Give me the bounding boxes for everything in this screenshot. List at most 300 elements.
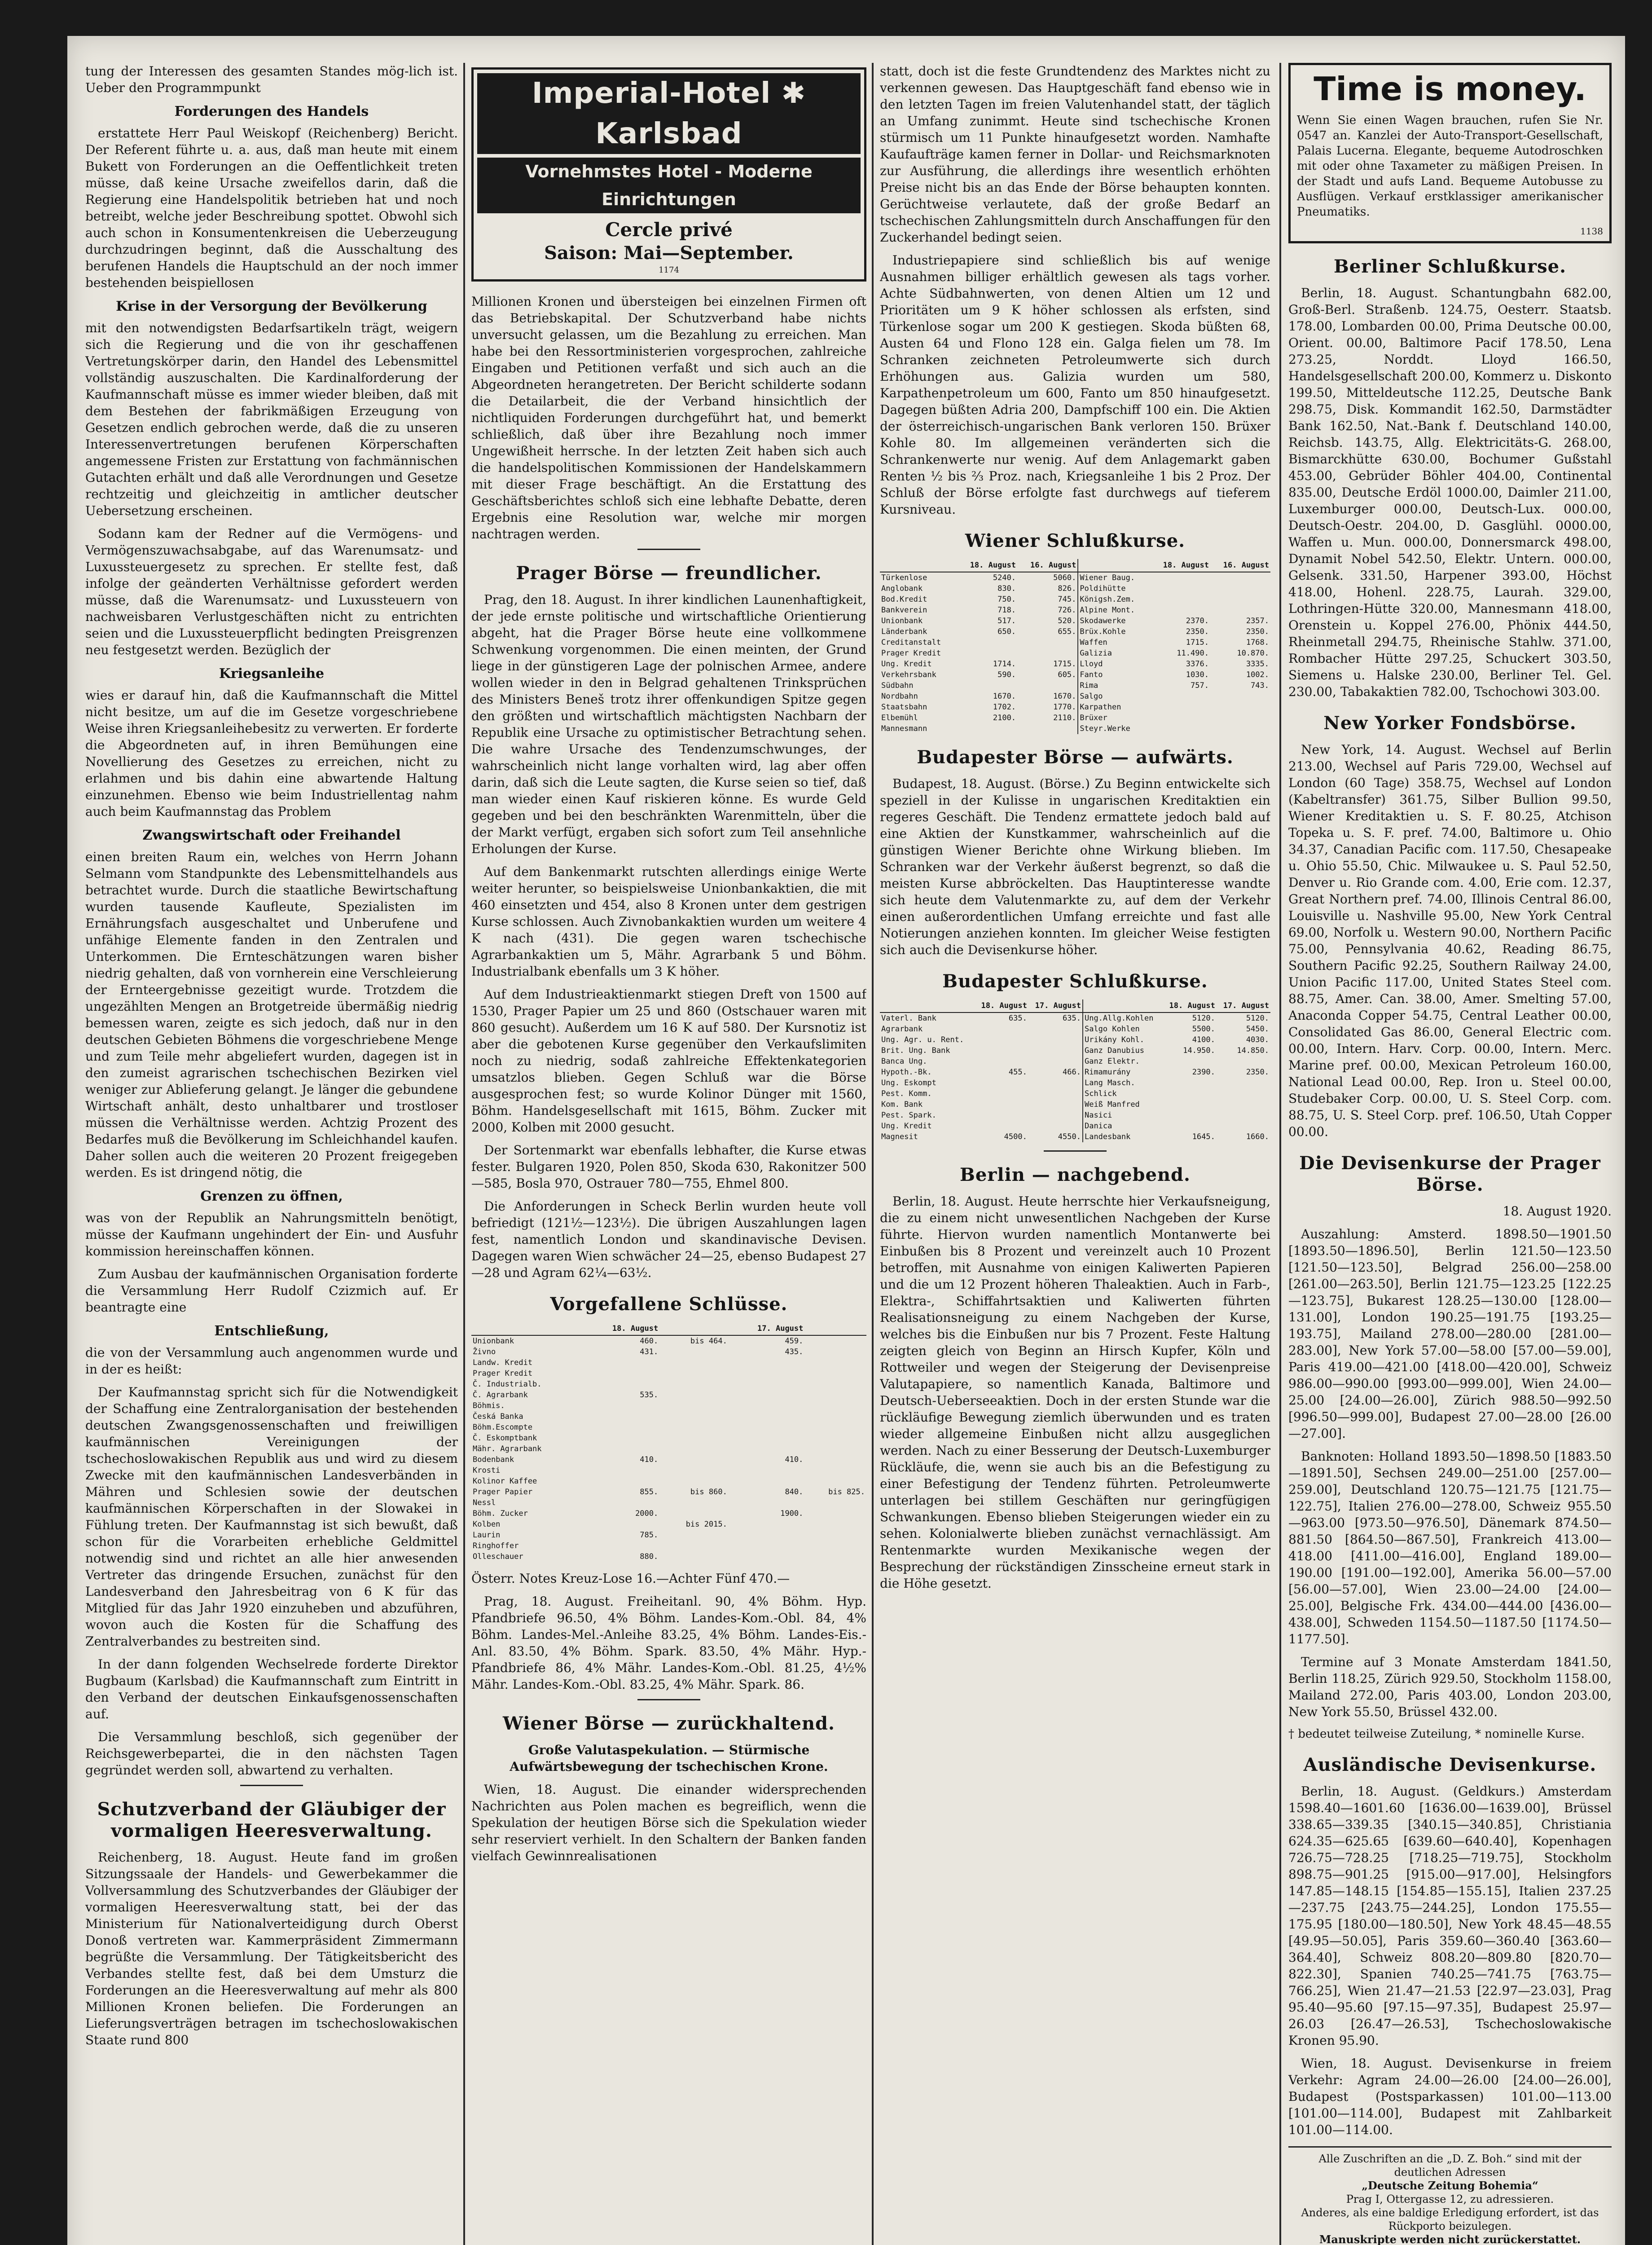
table-row <box>471 1497 866 1508</box>
table-row <box>471 1335 866 1347</box>
table-cell: bis 825. <box>828 1488 865 1497</box>
table-header-cell: 16. August <box>1210 559 1270 572</box>
table-cell <box>729 1541 805 1551</box>
table-cell <box>584 1541 660 1551</box>
table-cell <box>1210 691 1270 702</box>
table-cell <box>729 1357 805 1368</box>
table-cell <box>729 1465 805 1476</box>
table-cell: Fanto <box>1078 669 1150 680</box>
table-cell: 4030. <box>1246 1035 1269 1044</box>
article-paragraph: mit den notwendigsten Bedarfsartikeln trägt, weigern sich die Regierung und die von ihr geschaffenen Vertretungskörper darin, den Handel des Lebensmittel vollständig auszuschalten. Die Kardinalforderung der Kaufmannschaft müsse es immer wieder bleiben, daß mit dem Bestehen der fabrikmäßigen Erzeugung von Gesetzen endlich gebrochen werde, daß die zu unseren Interessenvertretungen berufenen Körperschaften angemessene Fristen zur Erstattung von fachmännischen Gutachten erhält und daß alle Verordnungen und Gesetze rechtzeitig und gleichzeitig in amtlicher deutscher Uebersetzung erscheinen. <box>85 321 458 518</box>
table-cell: 1645. <box>1192 1132 1215 1141</box>
table-cell <box>659 1390 729 1400</box>
table-cell <box>659 1379 729 1390</box>
table-cell <box>659 1476 729 1487</box>
article-paragraph: In der dann folgenden Wechselrede forderte Direktor Bugbaum (Karlsbad) die Kaufmannschaft zum Eintritt in den Verband der deutschen Einkaufsgenossenschaften auf. <box>85 1657 458 1721</box>
table-cell: Nessl <box>473 1498 496 1507</box>
table-cell <box>659 1433 729 1444</box>
table-cell: 750. <box>997 595 1016 604</box>
table-cell <box>659 1368 729 1379</box>
table-cell: bis 2015. <box>685 1520 727 1529</box>
table-row <box>471 1541 866 1551</box>
table-row <box>880 680 1270 691</box>
dateline: 18. August 1920. <box>1503 1204 1612 1219</box>
table-row <box>471 1551 866 1562</box>
table-row <box>471 1347 866 1357</box>
notice-line: Manuskripte werden nicht zurückerstattet. <box>1319 2233 1581 2245</box>
table-cell: 466. <box>1063 1068 1081 1077</box>
table-cell <box>659 1347 729 1357</box>
ad-banner: Imperial-Hotel ✱ Karlsbad <box>477 73 861 154</box>
column-3 <box>880 63 1270 2245</box>
quotes-table <box>471 1322 866 1562</box>
table-cell <box>1210 713 1270 723</box>
table-cell: 2350. <box>1246 627 1269 636</box>
article-headline: Berlin — nachgebend. <box>960 1164 1191 1185</box>
table-cell <box>1028 1078 1083 1088</box>
column-rule <box>1279 63 1281 2245</box>
table-row <box>880 659 1270 669</box>
table-cell <box>584 1476 660 1487</box>
table-row <box>880 1121 1270 1131</box>
table-header-cell <box>1083 999 1163 1012</box>
table-cell <box>975 1045 1028 1056</box>
section-heading: Zwangswirtschaft oder Freihandel <box>142 828 401 843</box>
table-cell: 1715. <box>1053 660 1076 669</box>
article-paragraph: New York, 14. August. Wechsel auf Berlin 213.00, Wechsel auf Paris 729.00, Wechsel auf London (60 Tage) 358.75, Wechsel auf London (Kabeltransfer) 361.75, Silber Bullion 99.50, Wiener Kreditaktien u. S. F. 80.25, Atchison Topeka u. S. F. pref. 74.00, Baltimore u. Ohio 34.37, Canadian Pacific com. 117.50, Chesapeake u. Ohio 55.50, Chic. Milwaukee u. S. Paul 52.50, Denver u. Rio Grande com. 4.00, Erie com. 12.37, Great Northern pref. 74.00, Illinois Central 86.00, Louisville u. Nashville 95.00, New York Central 69.00, Norfolk u. Western 90.00, Northern Pacific 75.00, Pennsylvania 40.62, Reading 86.75, Southern Pacific 92.25, Southern Railway 24.00, Union Pacific 117.00, United States Steel com. 88.75, Amer. Can. 38.00, Amer. Smelting 57.00, Anaconda Copper 54.75, Central Leather 00.00, Consolidated Gas 86.00, General Electric com. 00.00, Intern. Harv. Corp. 00.00, Intern. Merc. Marine pref. 00.00, Mexican Petroleum 160.00, National Lead 00.00, Rep. Iron u. Steel 00.00, Studebaker Corp. 00.00, U. S. Steel Corp. com. 88.75, U. S. Steel Corp. pref. 106.50, Utah Copper 00.00. <box>1288 742 1612 1139</box>
article-paragraph: Wien, 18. August. Devisenkurse in freiem Verkehr: Agram 24.00—26.00 [24.00—26.00], Budapest (Postsparkassen) 101.00—113.00 [101.00—114.00], Budapest mit Zahlbarkeit 101.00—114.00. <box>1288 2056 1612 2137</box>
table-row <box>880 594 1270 605</box>
table-cell <box>584 1519 660 1530</box>
table-header-cell: 17. August <box>729 1322 805 1335</box>
article-paragraph: die von der Versammlung auch angenommen wurde und in der es heißt: <box>85 1345 458 1377</box>
article-paragraph: statt, doch ist die feste Grundtendenz des Marktes nicht zu verkennen gewesen. Das Hauptgeschäft fand ebenso wie in den letzten Tagen im freien Valutenhandel statt, der täglich an Umfang zunimmt. Heute sind tschechische Kronen stürmisch um 11 Punkte hinaufgesetzt worden. Namhafte Kaufaufträge kamen ferner in Dollar- und Reichsmarknoten zur Ausführung, die allerdings ihre wesentlich erhöhten Preise nicht bis an das Ende der Börse behaupten konnten. Gerüchtweise verlautete, daß der große Bedarf an tschechischen Zahlungsmitteln durch Anschaffungen für den Zuckerhandel bedingt seien. <box>880 64 1270 245</box>
table-cell <box>659 1530 729 1541</box>
table-cell <box>975 1078 1028 1088</box>
table-cell: Unionbank <box>881 616 923 625</box>
article-subheadline: Große Valutaspekulation. — Stürmische Aufwärtsbewegung der tschechischen Krone. <box>510 1743 828 1774</box>
table-cell: 830. <box>997 584 1016 593</box>
table-cell: 14.850. <box>1237 1046 1269 1055</box>
table-cell <box>804 1465 866 1476</box>
table-row <box>880 1012 1270 1024</box>
table-cell: 718. <box>997 606 1016 615</box>
table-cell: 410. <box>640 1455 659 1464</box>
table-cell: Živno <box>473 1347 496 1356</box>
table-cell <box>1150 691 1210 702</box>
table-row <box>471 1357 866 1368</box>
table-header-cell <box>471 1322 584 1335</box>
table-cell <box>1150 713 1210 723</box>
table-cell <box>957 648 1017 659</box>
article-headline: Berliner Schlußkurse. <box>1333 256 1566 277</box>
table-cell: 5060. <box>1053 573 1076 582</box>
article-headline: Prager Börse — freundlicher. <box>516 563 822 584</box>
table-cell: Lloyd <box>1078 659 1150 669</box>
table-row <box>880 1099 1270 1110</box>
table-header-cell <box>659 1322 729 1335</box>
table-cell: 2370. <box>1186 616 1209 625</box>
table-header-cell: 18. August <box>1150 559 1210 572</box>
article-paragraph: Die Anforderungen in Scheck Berlin wurden heute voll befriedigt (121½—123½). Die übrigen Auszahlungen lagen fest, namentlich London und skandinavische Devisen. Dagegen waren Wien schwächer 24—25, ebenso Budapest 27—28 und Agram 62¼—63½. <box>471 1199 866 1280</box>
table-row <box>471 1422 866 1433</box>
table-cell <box>1028 1034 1083 1045</box>
table-cell <box>804 1379 866 1390</box>
table-row <box>880 605 1270 616</box>
table-cell <box>957 637 1017 648</box>
table-cell: Karpathen <box>1078 702 1150 713</box>
table-header-cell: 17. August <box>1028 999 1083 1012</box>
table-cell: Steyr.Werke <box>1078 723 1150 734</box>
table-cell <box>729 1519 805 1530</box>
article-paragraph: Berlin, 18. August. Heute herrschte hier Verkaufsneigung, die zu einem nicht unwesentlichen Nachgeben der Kurse führte. Hiervon wurden namentlich Montanwerte bei Einbußen bis 8 Prozent und vereinzelt auch 10 Prozent betroffen, mit Ausnahme von einigen Kaliwerten Papieren und die um 12 Prozent höheren Thaleaktien. Auch in Farb-, Elektra-, Schiffahrtsaktien und Kaliwerten führten Realisationsneigung zu einem Nachgeben der Kurse, welches bis die Einbußen nur bis 7 Prozent. Feste Haltung zeigten gleich von Beginn an Hirsch Kupfer, Köln und Rottweiler und wegen der Steigerung der Devisenpreise Valutapapiere, so namentlich Kanada, Baltimore und Deutsch-Ueberseeaktien. Doch in der ersten Stunde war die rückläufige Bewegung ziemlich überwunden und es traten wieder allgemeine Einbußen nicht allzu ausgeglichen werden. Nach zu einer Besserung der Deutsch-Luxemburger Rückläufe, die, wenn sie auch bis an die Befestigung zu einer Befestigung der Tendenz führten. Petroleumwerte unterlagen bei stillem Geschäften nur geringfügigen Schwankungen. Ebenso blieben Steigerungen wieder ein zu sehen. Kolonialwerte blieben zunächst vernachlässigt. Am Rentenmarkte wurden Mexikanische wegen der Besprechung der rückständigen Zinsscheine erneut stark in die Höhe gesetzt. <box>880 1194 1270 1591</box>
table-cell <box>1028 1121 1083 1131</box>
table-cell <box>584 1465 660 1476</box>
table-cell: Rima <box>1078 680 1150 691</box>
table-cell: Länderbank <box>881 627 927 636</box>
table-row <box>880 1034 1270 1045</box>
table-cell: Prager Kredit <box>881 649 941 658</box>
table-cell: Nasici <box>1083 1110 1163 1121</box>
table-cell: 840. <box>785 1488 804 1497</box>
table-header-cell: 17. August <box>1217 999 1270 1012</box>
table-header-row <box>880 559 1270 572</box>
table-cell <box>1210 702 1270 713</box>
article-paragraph: Wien, 18. August. Die einander widersprechenden Nachrichten aus Polen machen es begreiflich, wenn die Spekulation der heutigen Börse sich die Spekulation wieder sehr reserviert verhielt. In den Schaltern der Banken fanden vielfach Gewinnrealisationen <box>471 1782 866 1863</box>
table-cell: Ringhoffer <box>473 1541 519 1550</box>
article-paragraph: erstattete Herr Paul Weiskopf (Reichenberg) Bericht. Der Referent führte u. a. aus, daß man heute mit einem Bukett von Forderungen an die Oeffentlichkeit treten müsse, daß keine Ursache zweifellos darin, daß die Regierung eine Handelspolitik betrieben hat und noch betreibt, welche jeder Beschreibung spottet. Obwohl sich auch schon in Konsumentenkreisen die Ueberzeugung durchzudringen beginnt, daß die Ausschaltung des berufenen Handels die Hauptschuld an der noch immer bestehenden beispiellosen <box>85 126 458 290</box>
table-cell: Salgo Kohlen <box>1083 1024 1163 1034</box>
article-headline: Die Devisenkurse der Prager Börse. <box>1299 1153 1601 1195</box>
table-cell <box>729 1390 805 1400</box>
table-cell: Laurin <box>473 1531 501 1540</box>
table-row <box>880 583 1270 594</box>
table-cell: 5120. <box>1192 1014 1215 1023</box>
table-cell: Wiener Baug. <box>1078 572 1150 583</box>
table-cell <box>1217 1099 1270 1110</box>
table-cell: Königsh.Zem. <box>1078 594 1150 605</box>
table-row <box>880 1045 1270 1056</box>
article-paragraph: Österr. Notes Kreuz-Lose 16.—Achter Fünf 470.— <box>471 1571 790 1586</box>
table-cell: 4550. <box>1058 1132 1081 1141</box>
table-cell: Danica <box>1083 1121 1163 1131</box>
table-cell: Banca Ung. <box>881 1057 927 1066</box>
table-cell: 5500. <box>1192 1025 1215 1034</box>
table-cell: 410. <box>785 1455 804 1464</box>
article-paragraph: Auszahlung: Amsterd. 1898.50—1901.50 [1893.50—1896.50], Berlin 121.50—123.50 [121.50—123.50], Belgrad 256.00—258.00 [261.00—263.50], Berlin 121.75—123.25 [122.25—123.75], Bukarest 128.25—130.00 [128.00—131.00], London 190.25—191.75 [193.25—193.75], Mailand 278.00—280.00 [281.00—283.00], New York 57.00—58.00 [57.00—59.00], Paris 419.00—421.00 [418.00—420.00], Schweiz 986.00—990.00 [993.00—999.00], Wien 24.00—25.00 [24.00—26.00], Zürich 988.50—992.50 [996.50—999.00], Budapest 27.00—28.00 [26.00—27.00]. <box>1288 1227 1612 1441</box>
table-cell: Vaterl. Bank <box>881 1014 936 1023</box>
column-rule <box>872 63 874 2245</box>
table-cell: 459. <box>785 1337 804 1346</box>
table-cell <box>1150 605 1210 616</box>
table-cell: Krosti <box>473 1466 501 1475</box>
table-cell: 605. <box>1058 670 1076 679</box>
table-cell: Ganz Danubius <box>1083 1045 1163 1056</box>
table-row <box>880 723 1270 734</box>
table-row <box>471 1433 866 1444</box>
table-cell: Böhmis. <box>473 1401 505 1410</box>
article-headline: New Yorker Fondsbörse. <box>1323 713 1577 734</box>
table-cell <box>584 1433 660 1444</box>
table-cell: 535. <box>640 1391 659 1400</box>
table-row <box>880 626 1270 637</box>
table-cell: 1030. <box>1186 670 1209 679</box>
table-row <box>471 1411 866 1422</box>
table-cell: bis 860. <box>690 1488 727 1497</box>
table-cell: 1670. <box>993 692 1016 701</box>
table-header-cell: 16. August <box>1017 559 1078 572</box>
table-cell <box>804 1335 866 1347</box>
ad-subbanner: Vornehmstes Hotel - Moderne Einrichtungen <box>477 158 861 213</box>
table-cell: Galizia <box>1078 648 1150 659</box>
article-headline: Ausländische Devisenkurse. <box>1303 1754 1597 1775</box>
article-paragraph: Auf dem Bankenmarkt rutschten allerdings einige Werte weiter herunter, so beispielsweise Unionbankaktien, die mit 460 einsetzten und 454, also 8 Kronen unter dem gestrigen Kurse schlossen. Auch Zivnobankaktien wurden um weitere 4 K nach (431). Die gegen waren tschechische Agrarbankaktien um 5, Mähr. Agrarbank 5 und Böhm. Industrialbank ebenfalls um 3 K höher. <box>471 864 866 979</box>
table-cell <box>1028 1088 1083 1099</box>
table-header-cell <box>880 559 957 572</box>
table-cell: 743. <box>1251 681 1269 690</box>
notice-line: Alle Zuschriften an die „D. Z. Boh.“ sind mit der deutlichen Adressen <box>1318 2153 1582 2179</box>
table-cell: Unionbank <box>473 1337 514 1346</box>
table-cell <box>804 1357 866 1368</box>
ad-number: 1138 <box>1580 226 1603 237</box>
article-paragraph: Prag, den 18. August. In ihrer kindlichen Launenhaftigkeit, der jede ernste politische und wirtschaftliche Orientierung abgeht, hat die Prager Börse heute eine vollkommene Schwenkung vorgenommen. Die einen meinten, der Grund liege in der günstigeren Lage der polnischen Armee, andere wollen wieder in den in Belgrad gehaltenen Trinksprüchen des Ministers Beneš trotz ihrer offenkundigen Spitze gegen den größten und wirtschaftlich mächtigsten Nachbarn der Republik eine Ursache zu optimistischer Betrachtung sehen. Die wahre Ursache des Tendenzumschwunges, der wahrscheinlich nicht lange vorhalten wird, lag aber offen darin, daß sich die Leute sagten, die Kurse seien so tief, daß man wieder einen Kauf riskieren könne. Es wurde Geld gegeben und bei den beschränkten Warenmitteln, über die der Markt verfügt, ergaben sich sofort zum Teil ansehnliche Erholungen der Kurse. <box>471 592 866 856</box>
article-headline: Budapester Börse — aufwärts. <box>917 747 1234 768</box>
table-cell: 2000. <box>635 1509 659 1518</box>
table-cell: 745. <box>1058 595 1076 604</box>
table-row <box>471 1379 866 1390</box>
table-cell <box>1150 594 1210 605</box>
table-cell: Magnesit <box>881 1132 918 1141</box>
taxi-advertisement <box>1288 63 1612 243</box>
table-cell <box>1028 1045 1083 1056</box>
ad-line: Cercle privé <box>605 219 733 241</box>
table-cell <box>729 1411 805 1422</box>
quotes-table <box>880 999 1270 1142</box>
article-paragraph: Die Versammlung beschloß, sich gegenüber der Reichsgewerbepartei, die in den nächsten Tagen gegründet werden soll, abwartend zu verhalten. <box>85 1730 458 1778</box>
article-paragraph: was von der Republik an Nahrungsmitteln benötigt, müsse der Kaufmann ungehindert der Ein- und Ausfuhr kommission hereinschaffen können. <box>85 1211 458 1259</box>
divider <box>637 1699 700 1700</box>
table-cell <box>584 1368 660 1379</box>
table-cell: Prager Papier <box>473 1488 533 1497</box>
table-row <box>880 1131 1270 1142</box>
table-row <box>880 669 1270 680</box>
table-cell: Hypoth.-Bk. <box>881 1068 932 1077</box>
table-cell <box>584 1400 660 1411</box>
section-heading: Grenzen zu öffnen, <box>200 1189 343 1204</box>
table-cell: 14.950. <box>1183 1046 1215 1055</box>
table-cell: 880. <box>640 1552 659 1561</box>
table-cell: Bodenbank <box>473 1455 514 1464</box>
section-heading: Krise in der Versorgung der Bevölkerung <box>116 299 427 314</box>
section-heading: Kriegsanleihe <box>219 666 325 682</box>
divider <box>637 549 700 550</box>
table-cell <box>1163 1056 1217 1067</box>
table-cell <box>659 1400 729 1411</box>
table-cell: Anglobank <box>881 584 923 593</box>
table-header-cell <box>1078 559 1150 572</box>
table-cell: Waffen <box>1078 637 1150 648</box>
table-cell <box>659 1497 729 1508</box>
table-cell <box>804 1476 866 1487</box>
table-row <box>880 1024 1270 1034</box>
table-row <box>880 1110 1270 1121</box>
table-cell <box>729 1400 805 1411</box>
table-cell <box>1217 1121 1270 1131</box>
table-cell <box>804 1411 866 1422</box>
table-row <box>471 1519 866 1530</box>
table-cell: 2110. <box>1053 713 1076 722</box>
table-cell: Verkehrsbank <box>881 670 936 679</box>
table-cell <box>1210 583 1270 594</box>
table-cell: Bankverein <box>881 606 927 615</box>
table-cell <box>804 1390 866 1400</box>
table-cell <box>584 1379 660 1390</box>
table-row <box>471 1476 866 1487</box>
table-cell <box>1017 637 1078 648</box>
table-cell <box>729 1444 805 1454</box>
table-cell: Landesbank <box>1083 1131 1163 1142</box>
table-cell: Č. Industrialb. <box>473 1380 542 1389</box>
table-cell <box>975 1056 1028 1067</box>
table-cell <box>975 1034 1028 1045</box>
table-cell <box>804 1541 866 1551</box>
table-row <box>880 572 1270 583</box>
table-cell: Bod.Kredit <box>881 595 927 604</box>
table-cell: 11.490. <box>1177 649 1209 658</box>
table-cell: 635. <box>1063 1014 1081 1023</box>
table-row <box>880 1088 1270 1099</box>
table-cell: Creditanstalt <box>881 638 941 647</box>
table-header-row <box>471 1322 866 1335</box>
article-paragraph: wies er darauf hin, daß die Kaufmannschaft die Mittel nicht besitze, um auf die im Gesetze vorgeschriebene Weise ihren Kriegsanleihebesitz zu verwerten. Er forderte die Abgeordneten auf, in ihren Bemühungen eine Novellierung des Gesetzes zu erreichen, nicht zu erlahmen und bis dahin eine abwartende Haltung einzunehmen. Ebenso wie beim Industriellentag nahm auch beim Kaufmannstag das Problem <box>85 688 458 819</box>
table-row <box>880 691 1270 702</box>
table-cell: Mähr. Agrarbank <box>473 1444 542 1453</box>
section-heading: Entschließung, <box>214 1323 329 1339</box>
table-cell: 1715. <box>1186 638 1209 647</box>
article-paragraph: einen breiten Raum ein, welches von Herrn Johann Selmann vom Standpunkte des Lebensmittelhandels aus betrachtet wurde. Durch die staatliche Bewirtschaftung wurden tausende Kaufleute, Spezialisten im Ernährungsfach ausgeschaltet und Unberufene und unfähige Elemente fanden in den Zentralen und Unterkommen. Die Ernteschätzungen waren bisher niedrig gehalten, daß von vornherein eine Verschleierung der Ernteergebnisse gezeitigt wurde. Trotzdem die ungezählten Mengen an Brotgetreide übermäßig niedrig bemessen waren, zeigte es sich jedoch, daß nur in den deutschen Gebieten Böhmens die vorgeschriebene Menge und zum Teile mehr abgeliefert wurden, dagegen ist in den zumeist agrarischen tschechischen Bezirken viel weniger zur Ablieferung gelangt. Je länger die gebundene Wirtschaft anhält, desto unhaltbarer und trostloser müssen die Verhältnisse werden. Achtzig Prozent des Bedarfes muß die Bevölkerung im Schleichhandel kaufen. Daher sollen auch die weiteren 20 Prozent freigegeben werden. Es ist dringend nötig, die <box>85 850 458 1180</box>
ad-number: 1174 <box>659 265 679 275</box>
table-cell <box>1028 1056 1083 1067</box>
table-cell: 1002. <box>1246 670 1269 679</box>
table-row <box>471 1390 866 1400</box>
quotes-table <box>880 559 1270 734</box>
table-cell: Türkenlose <box>881 573 927 582</box>
table-cell <box>1163 1099 1217 1110</box>
table-cell <box>804 1444 866 1454</box>
table-cell: 435. <box>785 1347 804 1356</box>
table-cell: 460. <box>640 1337 659 1346</box>
ad-headline: Time is money. <box>1314 70 1586 108</box>
table-cell: 4100. <box>1192 1035 1215 1044</box>
article-headline: Schutzverband der Gläubiger der vormaligen Heeresverwaltung. <box>97 1799 446 1841</box>
table-cell: Ung.Allg.Kohlen <box>1083 1012 1163 1024</box>
table-cell: Rimamurány <box>1083 1067 1163 1078</box>
table-cell: Schlick <box>1083 1088 1163 1099</box>
table-cell: 2100. <box>993 713 1016 722</box>
table-cell <box>584 1444 660 1454</box>
article-headline: Vorgefallene Schlüsse. <box>550 1294 788 1315</box>
table-cell <box>729 1433 805 1444</box>
table-cell: 1768. <box>1246 638 1269 647</box>
table-cell <box>659 1551 729 1562</box>
table-row <box>880 1056 1270 1067</box>
table-cell <box>1163 1121 1217 1131</box>
column-rule <box>463 63 465 2245</box>
editorial-notice <box>1288 2146 1612 2245</box>
table-cell: 3335. <box>1246 660 1269 669</box>
table-cell: Alpine Mont. <box>1078 605 1150 616</box>
table-cell: Urikány Kohl. <box>1083 1034 1163 1045</box>
ad-line: Saison: Mai—September. <box>544 242 794 264</box>
table-row <box>880 637 1270 648</box>
article-paragraph: Berlin, 18. August. Schantungbahn 682.00, Groß-Berl. Straßenb. 124.75, Oesterr. Staatsb. 178.00, Lombarden 00.00, Prima Deutsche 00.00, Orient. 00.00, Baltimore Pacif 178.50, Lena 273.25, Norddt. Lloyd 166.50, Handelsgesellschaft 200.00, Kommerz u. Diskonto 199.50, Mitteldeutsche 112.25, Deutsche Bank 298.75, Disk. Kommandit 162.50, Darmstädter Bank 162.50, Nat.-Bank f. Deutschland 140.00, Reichsb. 143.75, Allg. Elektricitäts-G. 268.00, Bismarckhütte 630.00, Bochumer Gußstahl 453.00, Gebrüder Böhler 404.00, Continental 835.00, Deutsche Erdöl 1000.00, Daimler 211.00, Luxemburger 000.00, Deutsch-Lux. 000.00, Deutsch-Oestr. 204.00, D. Gasglühl. 0000.00, Waffen u. Mun. 000.00, Donnersmarck 498.00, Dynamit Nobel 542.50, Elektr. Untern. 000.00, Gelsenk. 331.50, Harpener 393.00, Höchst 418.00, Hohenl. 228.75, Laurah. 329.00, Lothringen-Hütte 320.00, Mannesmann 418.00, Orenstein u. Koppel 276.00, Phönix 444.50, Rheinmetall 294.75, Rheinische Stahlw. 371.00, Rombacher Hütte 297.25, Schuckert 303.50, Siemens u. Halske 230.00, Berliner Tel. Gel. 230.00, Tabakaktien 782.00, Tschochowi 303.00. <box>1288 286 1612 699</box>
divider <box>240 1785 303 1786</box>
table-header-cell <box>804 1322 866 1335</box>
table-cell: 5450. <box>1246 1025 1269 1034</box>
table-row <box>471 1487 866 1497</box>
footnote: † bedeutet teilweise Zuteilung, * nominelle Kurse. <box>1288 1727 1585 1741</box>
table-cell <box>659 1422 729 1433</box>
table-cell: Pest. Spark. <box>881 1111 936 1120</box>
table-cell: 5120. <box>1246 1014 1269 1023</box>
article-paragraph: Berlin, 18. August. (Geldkurs.) Amsterdam 1598.40—1601.60 [1636.00—1639.00], Brüssel 338.65—339.35 [340.15—340.85], Christiania 624.35—625.65 [639.60—640.40], Kopenhagen 726.75—728.25 [718.25—719.75], Stockholm 898.75—901.25 [915.00—917.00], Helsingfors 147.85—148.15 [154.85—155.15], Italien 237.25—237.75 [243.75—244.25], London 175.55—175.95 [180.00—180.50], New York 48.45—48.55 [49.95—50.05], Paris 359.60—360.40 [363.60—364.40], Schweiz 808.20—809.80 [820.70—822.30], Spanien 740.25—741.75 [763.75—766.25], Wien 21.47—21.53 [22.97—23.03], Prag 95.40—95.60 [97.15—97.35], Budapest 25.97—26.03 [26.47—26.53], Tschechoslowakische Kronen 95.90. <box>1288 1784 1612 2048</box>
table-cell <box>975 1110 1028 1121</box>
table-cell <box>1217 1110 1270 1121</box>
table-cell: Elbemühl <box>881 713 918 722</box>
table-cell <box>975 1088 1028 1099</box>
table-cell <box>1210 572 1270 583</box>
table-cell: Ung. Agr. u. Rent. <box>881 1035 964 1044</box>
table-cell <box>804 1551 866 1562</box>
table-cell: Č. Agrarbank <box>473 1391 528 1400</box>
table-cell: 726. <box>1058 606 1076 615</box>
table-cell <box>1150 702 1210 713</box>
table-cell: 10.870. <box>1237 649 1269 658</box>
table-cell <box>729 1530 805 1541</box>
divider <box>1044 1150 1107 1152</box>
table-cell <box>1028 1099 1083 1110</box>
article-paragraph: Termine auf 3 Monate Amsterdam 1841.50, Berlin 118.25, Zürich 929.50, Stockholm 1158.00, Mailand 272.00, Paris 403.00, London 203.00, New York 55.50, Brüssel 432.00. <box>1288 1655 1612 1719</box>
article-paragraph: tung der Interessen des gesamten Standes mög-lich ist. Ueber den Programmpunkt <box>85 64 458 95</box>
table-header-cell: 18. August <box>1163 999 1217 1012</box>
table-cell <box>1163 1078 1217 1088</box>
table-cell: 1770. <box>1053 703 1076 712</box>
table-cell <box>1028 1110 1083 1121</box>
table-cell <box>1017 648 1078 659</box>
table-cell: Česká Banka <box>473 1412 523 1421</box>
table-cell: Mannesmann <box>881 724 927 733</box>
article-headline: Wiener Börse — zurückhaltend. <box>503 1713 835 1734</box>
table-cell: 655. <box>1058 627 1076 636</box>
table-cell: Skodawerke <box>1078 616 1150 626</box>
table-cell <box>729 1497 805 1508</box>
table-cell: Poldihütte <box>1078 583 1150 594</box>
table-cell: 1702. <box>993 703 1016 712</box>
table-cell <box>1028 1024 1083 1034</box>
table-cell: Brüxer <box>1078 713 1150 723</box>
table-cell <box>1210 605 1270 616</box>
table-cell: Staatsbahn <box>881 703 927 712</box>
ad-text: Wenn Sie einen Wagen brauchen, rufen Sie Nr. 0547 an. Kanzlei der Auto-Transport-Gesellschaft, Palais Lucerna. Elegante, bequeme Autodroschken mit oder ohne Taxameter zu mäßigen Preisen. In der Stadt und aufs Land. Bequeme Autobusse zu Ausflügen. Verkauf erstklassiger amerikanischer Pneumatiks. <box>1297 114 1603 219</box>
article-paragraph: Banknoten: Holland 1893.50—1898.50 [1883.50—1891.50], Sechsen 249.00—251.00 [257.00—259.00], Deutschland 120.75—121.75 [121.75—122.75], Italien 276.00—278.00, Schweiz 955.50—963.00 [973.50—976.50], Dänemark 874.50—881.50 [864.50—867.50], Frankreich 413.00—418.00 [411.00—416.00], England 189.00—190.00 [191.00—192.00], Amerika 56.00—57.00 [56.00—57.00], Wien 23.00—24.00 [24.00—25.00], Belgische Frk. 434.00—444.00 [436.00—438.00], Schweden 1154.50—1187.50 [1174.50—1177.50]. <box>1288 1449 1612 1646</box>
table-cell: Weiß Manfred <box>1083 1099 1163 1110</box>
table-cell <box>975 1099 1028 1110</box>
table-cell: Böhm.Escompte <box>473 1423 533 1432</box>
table-cell: 431. <box>640 1347 659 1356</box>
table-cell <box>659 1444 729 1454</box>
table-cell: Lang Masch. <box>1083 1078 1163 1088</box>
table-cell: Südbahn <box>881 681 914 690</box>
